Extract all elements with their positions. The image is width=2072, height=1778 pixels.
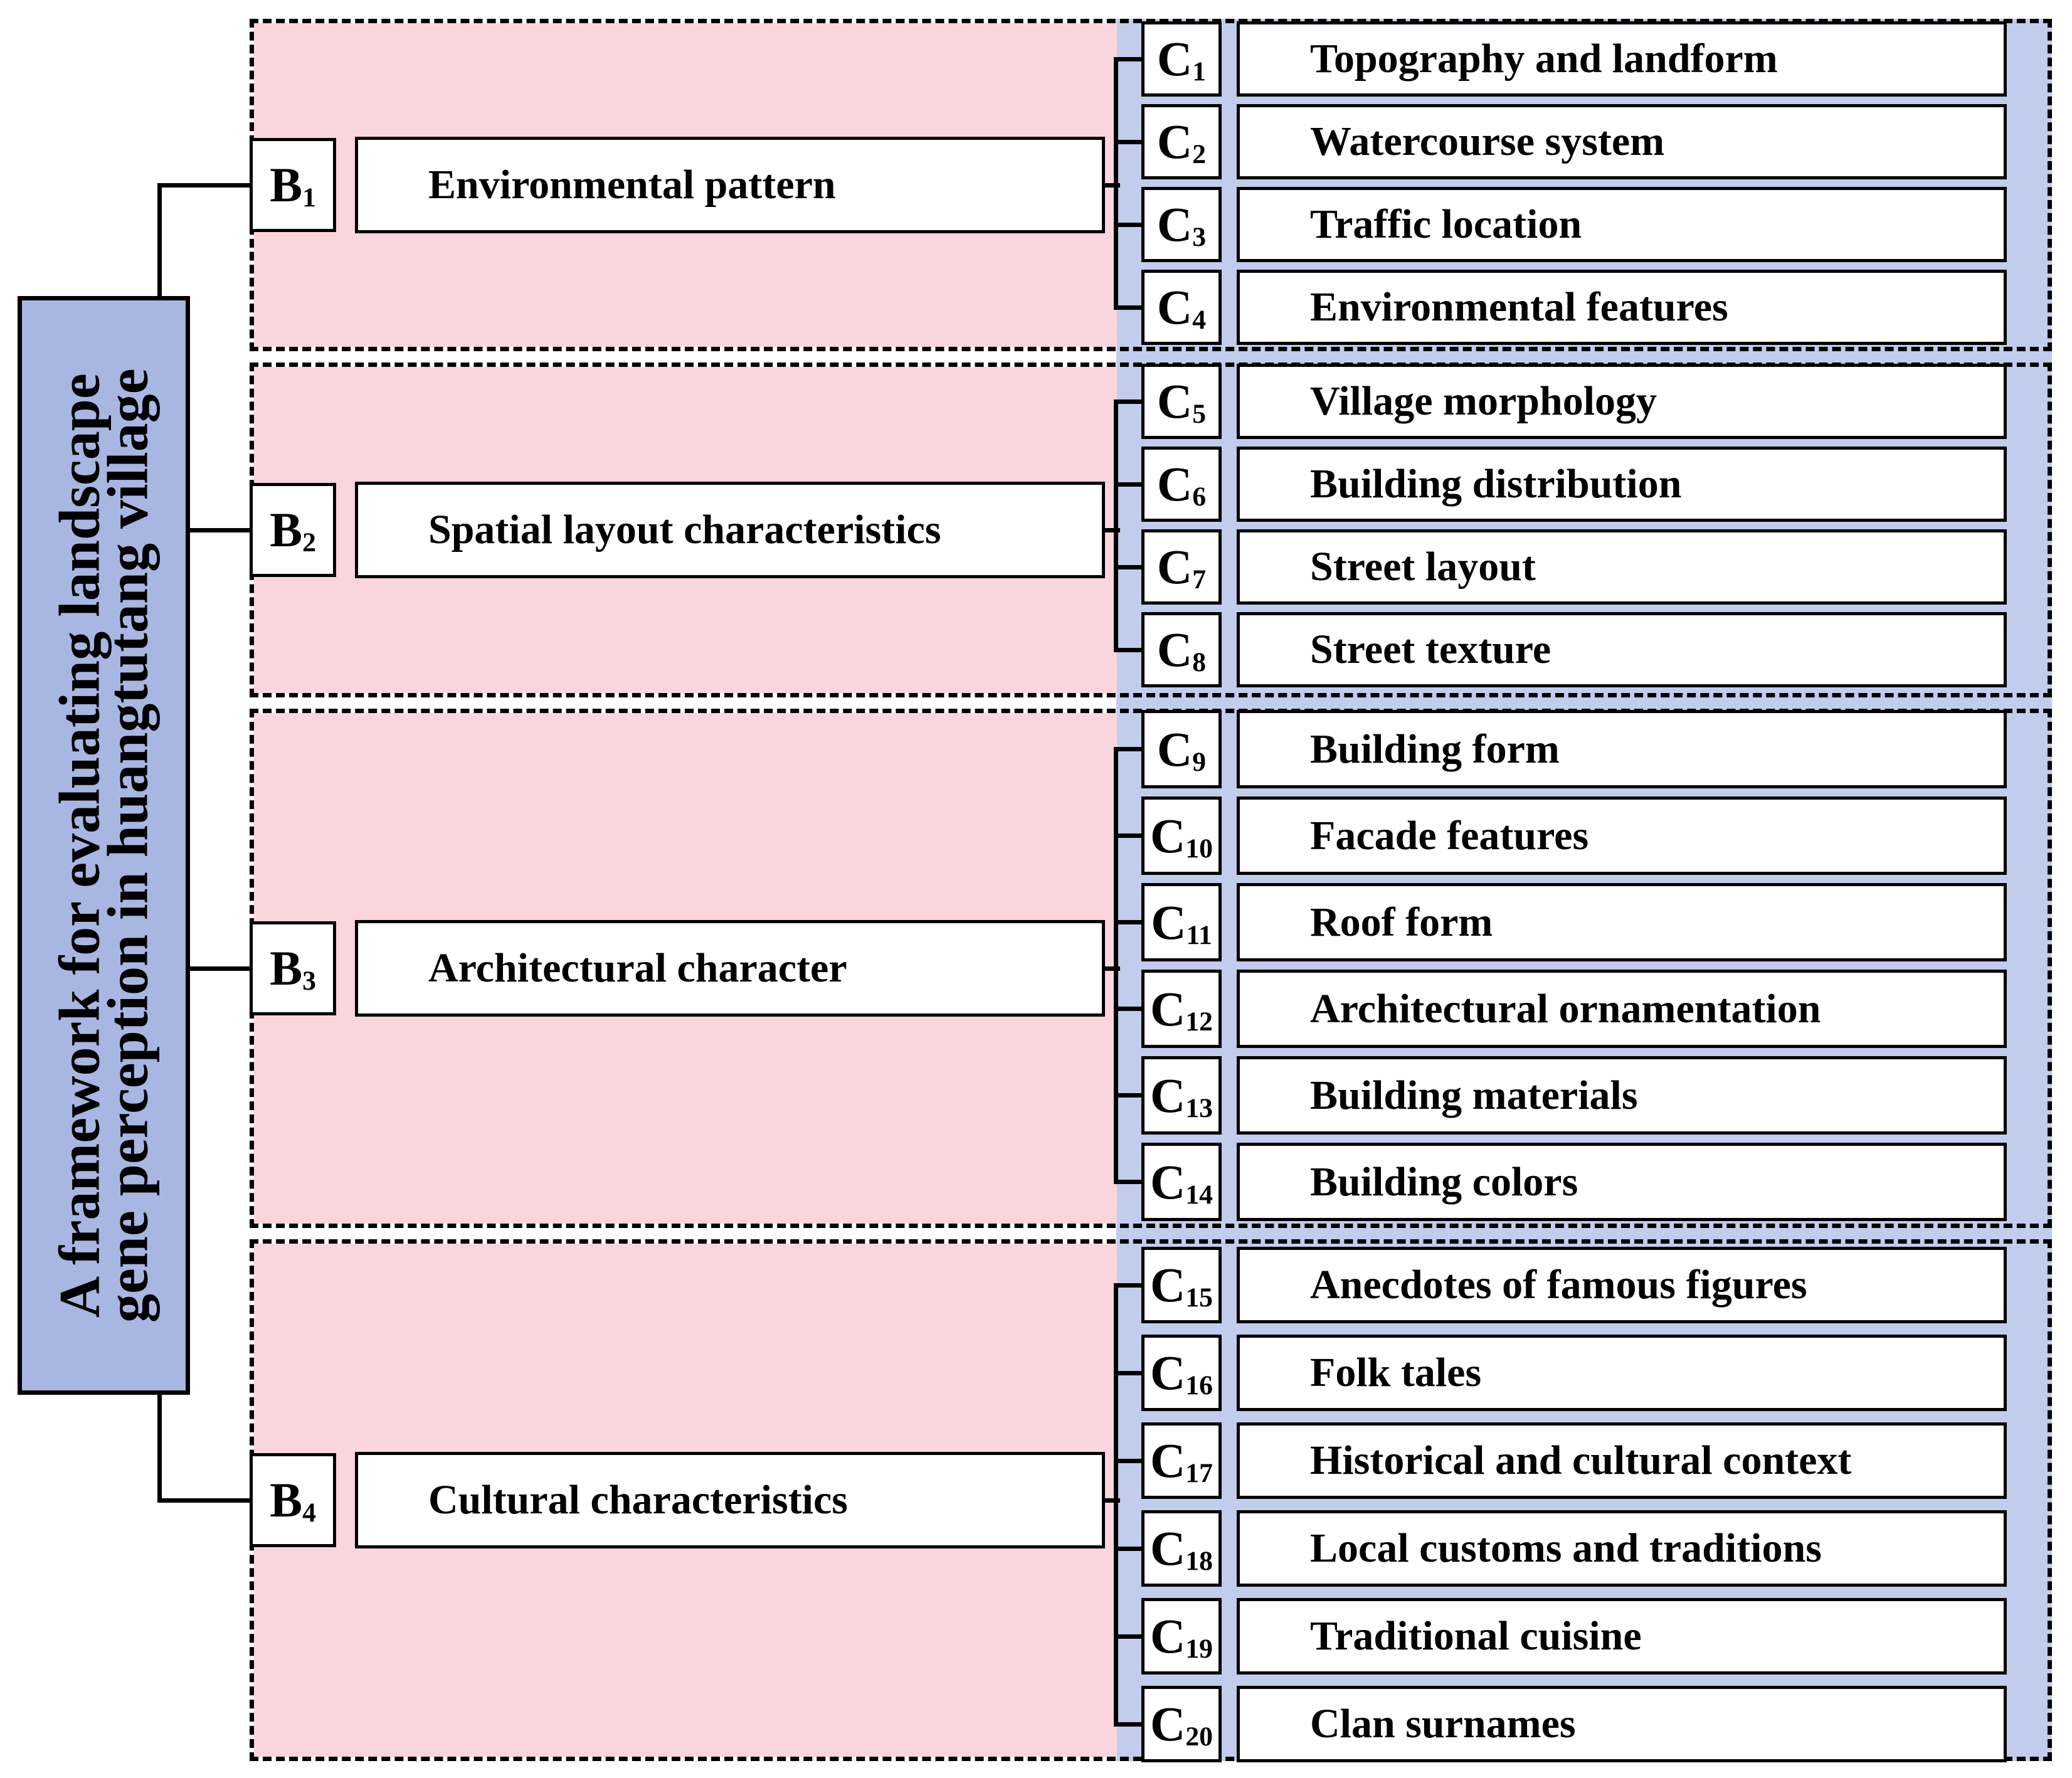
b2-code-box (250, 483, 336, 577)
stub-c15 (1116, 1283, 1144, 1288)
stub-c4 (1116, 305, 1144, 310)
c14-code-box (1141, 1143, 1222, 1221)
c20-text: Clan surnames (1310, 1701, 1576, 1747)
c17-text: Historical and cultural context (1310, 1437, 1852, 1483)
framework-title-line2: gene perception in huangtutang village (95, 368, 160, 1323)
c19-code: C19 (1150, 1609, 1213, 1664)
c9-text: Building form (1310, 726, 1560, 772)
c11-text-box (1237, 883, 2007, 961)
c2-text-box (1237, 104, 2007, 179)
framework-title (47, 368, 160, 1323)
c14-code: C14 (1150, 1154, 1213, 1210)
c18-code-box (1141, 1510, 1222, 1587)
c7-code-box (1141, 529, 1222, 605)
c8-code-box (1141, 612, 1222, 687)
framework-title-line1: A framework for evaluating landscape (47, 373, 112, 1318)
c18-code: C18 (1150, 1521, 1213, 1576)
c20-code-box (1141, 1686, 1222, 1762)
c8-code: C8 (1156, 622, 1207, 677)
framework-title-box (18, 296, 190, 1395)
c8-text: Street texture (1310, 627, 1551, 672)
c11-code-box (1141, 883, 1222, 961)
c13-code-box (1141, 1056, 1222, 1135)
connector-b3-horizontal (186, 966, 254, 971)
stub-c9 (1116, 747, 1144, 751)
c4-code-box (1141, 270, 1222, 345)
b1-code: B1 (270, 157, 316, 213)
c1-code: C1 (1156, 31, 1207, 87)
b1-code-box (250, 138, 336, 232)
c16-text: Folk tales (1310, 1350, 1482, 1395)
b4-title-box (355, 1452, 1105, 1548)
c2-code-box (1141, 104, 1222, 179)
c20-code: C20 (1150, 1696, 1213, 1752)
c16-text-box (1237, 1335, 2007, 1411)
c19-text-box (1237, 1598, 2007, 1675)
c19-code-box (1141, 1598, 1222, 1675)
c3-text: Traffic location (1310, 201, 1582, 247)
stub-c3 (1116, 223, 1144, 227)
c12-text: Architectural ornamentation (1310, 985, 1821, 1032)
c17-text-box (1237, 1422, 2007, 1499)
c1-text-box (1237, 21, 2007, 97)
stub-c20 (1116, 1722, 1144, 1727)
b1-title-box (355, 137, 1105, 233)
stub-c8 (1116, 648, 1144, 652)
trunk-section-2 (1114, 400, 1118, 652)
c13-code: C13 (1150, 1067, 1213, 1123)
c10-text-box (1237, 796, 2007, 875)
stub-c6 (1116, 482, 1144, 487)
stub-c17 (1116, 1459, 1144, 1463)
c7-text-box (1237, 529, 2007, 605)
c20-text-box (1237, 1686, 2007, 1762)
connector-b4-horizontal (157, 1498, 254, 1503)
b2-title-box (355, 482, 1105, 578)
c9-text-box (1237, 710, 2007, 788)
c13-text-box (1237, 1056, 2007, 1135)
c8-text-box (1237, 612, 2007, 687)
b3-code: B3 (270, 941, 316, 996)
c3-code-box (1141, 187, 1222, 262)
c2-text: Watercourse system (1310, 119, 1665, 164)
c10-code: C10 (1150, 808, 1213, 864)
stub-c19 (1116, 1634, 1144, 1639)
b4-code-box (250, 1453, 336, 1547)
trunk-section-4 (1114, 1283, 1118, 1727)
c5-code-box (1141, 364, 1222, 439)
stub-c1 (1116, 57, 1144, 61)
b2-code: B2 (270, 502, 316, 558)
c11-code: C11 (1151, 894, 1212, 950)
c14-text: Building colors (1310, 1158, 1578, 1205)
stub-c13 (1116, 1093, 1144, 1098)
c5-text-box (1237, 364, 2007, 439)
c3-text-box (1237, 187, 2007, 262)
c17-code-box (1141, 1422, 1222, 1499)
connector-b1-horizontal (157, 183, 254, 188)
c4-text-box (1237, 270, 2007, 345)
c16-code: C16 (1150, 1345, 1213, 1400)
c10-code-box (1141, 796, 1222, 875)
c15-code-box (1141, 1247, 1222, 1323)
stub-c16 (1116, 1371, 1144, 1375)
c1-code-box (1141, 21, 1222, 97)
c9-code-box (1141, 710, 1222, 788)
c17-code: C17 (1150, 1433, 1213, 1488)
c18-text: Local customs and traditions (1310, 1525, 1822, 1571)
c12-code: C12 (1150, 981, 1213, 1037)
stub-c5 (1116, 400, 1144, 404)
c19-text: Traditional cuisine (1310, 1613, 1642, 1659)
connector-b2-horizontal (186, 528, 254, 532)
c9-code: C9 (1156, 721, 1207, 777)
c1-text: Topography and landform (1310, 36, 1778, 82)
c7-text: Street layout (1310, 544, 1536, 590)
b1-title: Environmental pattern (428, 162, 836, 208)
c13-text: Building materials (1310, 1072, 1638, 1118)
c6-code: C6 (1156, 457, 1207, 512)
stub-c2 (1116, 140, 1144, 144)
connector-title-to-b4-vertical (157, 1394, 162, 1503)
c2-code: C2 (1156, 114, 1207, 169)
trunk-section-3 (1114, 747, 1118, 1184)
c6-text-box (1237, 447, 2007, 522)
stub-c10 (1116, 833, 1144, 838)
stub-c11 (1116, 920, 1144, 924)
c5-text: Village morphology (1310, 378, 1657, 424)
b3-title: Architectural character (428, 945, 847, 991)
c12-code-box (1141, 970, 1222, 1048)
c15-text-box (1237, 1247, 2007, 1323)
c6-text: Building distribution (1310, 461, 1682, 507)
c3-code: C3 (1156, 197, 1207, 252)
connector-title-to-b1-vertical (157, 183, 162, 297)
c10-text: Facade features (1310, 812, 1589, 859)
c18-text-box (1237, 1510, 2007, 1587)
c6-code-box (1141, 447, 1222, 522)
c7-code: C7 (1156, 539, 1207, 595)
c4-code: C4 (1156, 280, 1207, 335)
c14-text-box (1237, 1143, 2007, 1221)
c11-text: Roof form (1310, 899, 1493, 945)
c12-text-box (1237, 970, 2007, 1048)
b3-code-box (250, 921, 336, 1015)
b2-title: Spatial layout characteristics (428, 507, 941, 553)
stub-c12 (1116, 1007, 1144, 1011)
b4-title: Cultural characteristics (428, 1477, 848, 1523)
c15-text: Anecdotes of famous figures (1310, 1262, 1807, 1308)
c4-text: Environmental features (1310, 284, 1728, 330)
c5-code: C5 (1156, 374, 1207, 429)
c15-code: C15 (1150, 1257, 1213, 1313)
stub-c7 (1116, 565, 1144, 569)
trunk-section-1 (1114, 57, 1118, 310)
stub-c14 (1116, 1180, 1144, 1184)
b3-title-box (355, 920, 1105, 1017)
stub-c18 (1116, 1547, 1144, 1551)
b4-code: B4 (270, 1473, 316, 1528)
c16-code-box (1141, 1335, 1222, 1411)
